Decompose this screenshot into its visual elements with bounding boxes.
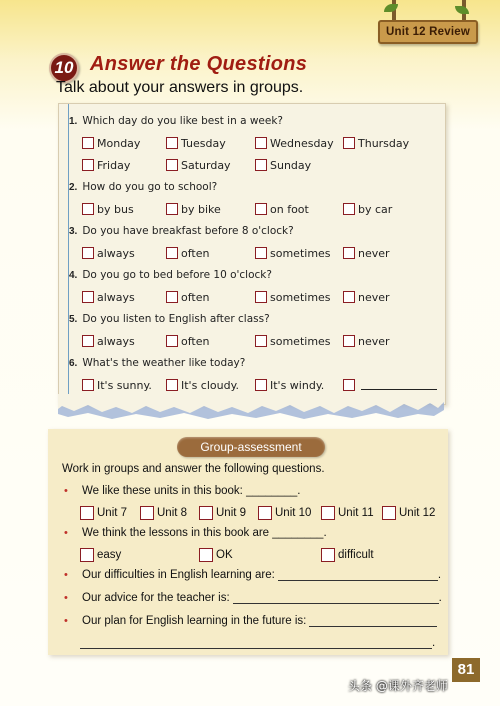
option-label: sometimes (270, 246, 331, 260)
option-label: It's cloudy. (181, 378, 240, 392)
option-often[interactable] (166, 245, 209, 261)
question-text: What's the weather like today? (82, 357, 246, 369)
question-6 (69, 357, 245, 369)
unit-option[interactable] (80, 504, 127, 522)
option-label: Thursday (358, 136, 410, 150)
bullet-icon: • (64, 615, 68, 627)
leaf-decoration (455, 6, 469, 14)
question-2 (69, 181, 217, 193)
unit-option[interactable] (321, 504, 374, 522)
option-by-bus[interactable] (82, 201, 134, 217)
option-label: by bike (181, 202, 221, 216)
bullet-icon: • (64, 569, 68, 581)
option-often[interactable] (166, 333, 209, 349)
section-title: Answer the Questions (90, 53, 308, 75)
option-label: never (358, 334, 390, 348)
bullet-icon: • (64, 485, 68, 497)
checkbox[interactable] (255, 291, 267, 303)
option-friday[interactable] (82, 157, 130, 173)
question-text: Which day do you like best in a week? (82, 115, 284, 127)
question-text: Do you have breakfast before 8 o'clock? (82, 225, 294, 237)
option-never[interactable] (343, 333, 390, 349)
option-label: on foot (270, 202, 309, 216)
checkbox[interactable] (82, 247, 94, 259)
option-label: always (97, 290, 135, 304)
option-sunday[interactable] (255, 157, 311, 173)
question-1 (69, 115, 283, 127)
option-label: Monday (97, 136, 141, 150)
option-label: Wednesday (270, 136, 334, 150)
option-always[interactable] (82, 289, 135, 305)
rating-label: easy (97, 549, 122, 561)
option-label: never (358, 246, 390, 260)
checkbox[interactable] (82, 203, 94, 215)
option-never[interactable] (343, 245, 390, 261)
answer-line[interactable] (233, 592, 439, 604)
checkbox[interactable] (258, 506, 272, 520)
assessment-item-plan-continued: . (80, 637, 435, 649)
option-label: by car (358, 202, 393, 216)
checkbox[interactable] (82, 379, 94, 391)
option-other-weather[interactable] (343, 377, 437, 393)
option-label: Tuesday (181, 136, 226, 150)
checkbox[interactable] (166, 335, 178, 347)
section-number-badge: 10 (49, 53, 79, 83)
rating-option[interactable] (199, 546, 233, 564)
unit-label: Unit 10 (275, 507, 312, 519)
question-number: 3. (69, 226, 78, 237)
question-text: Do you go to bed before 10 o'clock? (82, 269, 272, 281)
option-often[interactable] (166, 289, 209, 305)
option-windy[interactable] (255, 377, 324, 393)
unit-review-sign: Unit 12 Review (378, 20, 478, 44)
group-assessment-intro: Work in groups and answer the following questions. (62, 463, 325, 475)
checkbox[interactable] (343, 203, 355, 215)
checkbox[interactable] (166, 379, 178, 391)
torn-paper-edge (52, 394, 450, 420)
checkbox[interactable] (343, 291, 355, 303)
option-label: always (97, 246, 135, 260)
option-label: often (181, 334, 210, 348)
assessment-text: Our difficulties in English learning are: (82, 569, 275, 581)
option-thursday[interactable] (343, 135, 409, 151)
checkbox[interactable] (343, 137, 355, 149)
bullet-icon: • (64, 592, 68, 604)
question-4 (69, 269, 272, 281)
rating-option[interactable] (321, 546, 374, 564)
checkbox[interactable] (82, 335, 94, 347)
assessment-item-lessons (64, 527, 327, 539)
rating-label: difficult (338, 549, 374, 561)
option-sometimes[interactable] (255, 289, 331, 305)
checkbox[interactable] (199, 548, 213, 562)
assessment-text: We like these units in this book: ________. (82, 485, 301, 497)
option-cloudy[interactable] (166, 377, 239, 393)
rating-option[interactable] (80, 546, 121, 564)
option-by-bike[interactable] (166, 201, 221, 217)
assessment-item-units (64, 485, 300, 497)
option-label: never (358, 290, 390, 304)
option-label: It's windy. (270, 378, 325, 392)
option-sometimes[interactable] (255, 333, 331, 349)
option-never[interactable] (343, 289, 390, 305)
checkbox[interactable] (166, 291, 178, 303)
assessment-item-advice: • Our advice for the teacher is: . (64, 592, 442, 604)
checkbox[interactable] (343, 247, 355, 259)
option-label: sometimes (270, 290, 331, 304)
assessment-item-difficulties: • Our difficulties in English learning are: . (64, 569, 442, 581)
option-sunny[interactable] (82, 377, 152, 393)
option-on-foot[interactable] (255, 201, 309, 217)
group-assessment-heading: Group-assessment (177, 437, 325, 457)
answer-line[interactable] (309, 615, 437, 627)
option-label: sometimes (270, 334, 331, 348)
checkbox[interactable] (82, 159, 94, 171)
unit-label: Unit 8 (157, 507, 188, 519)
checkbox[interactable] (82, 291, 94, 303)
checkbox[interactable] (255, 247, 267, 259)
unit-option[interactable] (199, 504, 246, 522)
option-always[interactable] (82, 245, 135, 261)
checkbox[interactable] (343, 379, 355, 391)
checkbox[interactable] (166, 137, 178, 149)
unit-option[interactable] (140, 504, 187, 522)
checkbox[interactable] (166, 247, 178, 259)
unit-label: Unit 9 (216, 507, 247, 519)
page-number: 81 (452, 658, 480, 682)
unit-label: Unit 11 (338, 507, 374, 519)
question-number: 4. (69, 270, 78, 281)
question-number: 1. (69, 116, 78, 127)
option-label: Saturday (181, 158, 231, 172)
option-label: often (181, 246, 210, 260)
question-number: 6. (69, 358, 78, 369)
bullet-icon: • (64, 527, 68, 539)
unit-option[interactable] (258, 504, 311, 522)
option-label: by bus (97, 202, 134, 216)
checkbox[interactable] (255, 379, 267, 391)
section-subtitle: Talk about your answers in groups. (56, 79, 304, 96)
checkbox[interactable] (140, 506, 154, 520)
blank-line[interactable] (361, 380, 437, 390)
option-tuesday[interactable] (166, 135, 226, 151)
checkbox[interactable] (321, 548, 335, 562)
checkbox[interactable] (343, 335, 355, 347)
question-5 (69, 313, 270, 325)
question-number: 5. (69, 314, 78, 325)
question-number: 2. (69, 182, 78, 193)
checkbox[interactable] (255, 335, 267, 347)
checkbox[interactable] (255, 203, 267, 215)
assessment-item-plan (64, 615, 437, 627)
question-text: Do you listen to English after class? (82, 313, 270, 325)
watermark: 头条 @课外齐老师 (348, 679, 448, 693)
unit-label: Unit 12 (399, 507, 436, 519)
assessment-text: Our plan for English learning in the future is: (82, 615, 307, 627)
unit-label: Unit 7 (97, 507, 128, 519)
option-by-car[interactable] (343, 201, 392, 217)
checkbox[interactable] (199, 506, 213, 520)
option-label: It's sunny. (97, 378, 152, 392)
checkbox[interactable] (82, 137, 94, 149)
option-label: Friday (97, 158, 131, 172)
option-label: Sunday (270, 158, 312, 172)
unit-option[interactable] (382, 504, 435, 522)
checkbox[interactable] (166, 203, 178, 215)
rating-label: OK (216, 549, 233, 561)
assessment-text: Our advice for the teacher is: (82, 592, 230, 604)
question-3 (69, 225, 294, 237)
answer-line[interactable] (278, 569, 438, 581)
option-sometimes[interactable] (255, 245, 331, 261)
option-label: often (181, 290, 210, 304)
option-label: always (97, 334, 135, 348)
option-monday[interactable] (82, 135, 140, 151)
option-saturday[interactable] (166, 157, 231, 173)
option-wednesday[interactable] (255, 135, 334, 151)
checkbox[interactable] (166, 159, 178, 171)
checkbox[interactable] (255, 159, 267, 171)
assessment-text: We think the lessons in this book are ________. (82, 527, 327, 539)
checkbox[interactable] (80, 548, 94, 562)
checkbox[interactable] (321, 506, 335, 520)
checkbox[interactable] (80, 506, 94, 520)
checkbox[interactable] (382, 506, 396, 520)
option-always[interactable] (82, 333, 135, 349)
answer-line[interactable] (80, 637, 432, 649)
checkbox[interactable] (255, 137, 267, 149)
question-text: How do you go to school? (82, 181, 218, 193)
